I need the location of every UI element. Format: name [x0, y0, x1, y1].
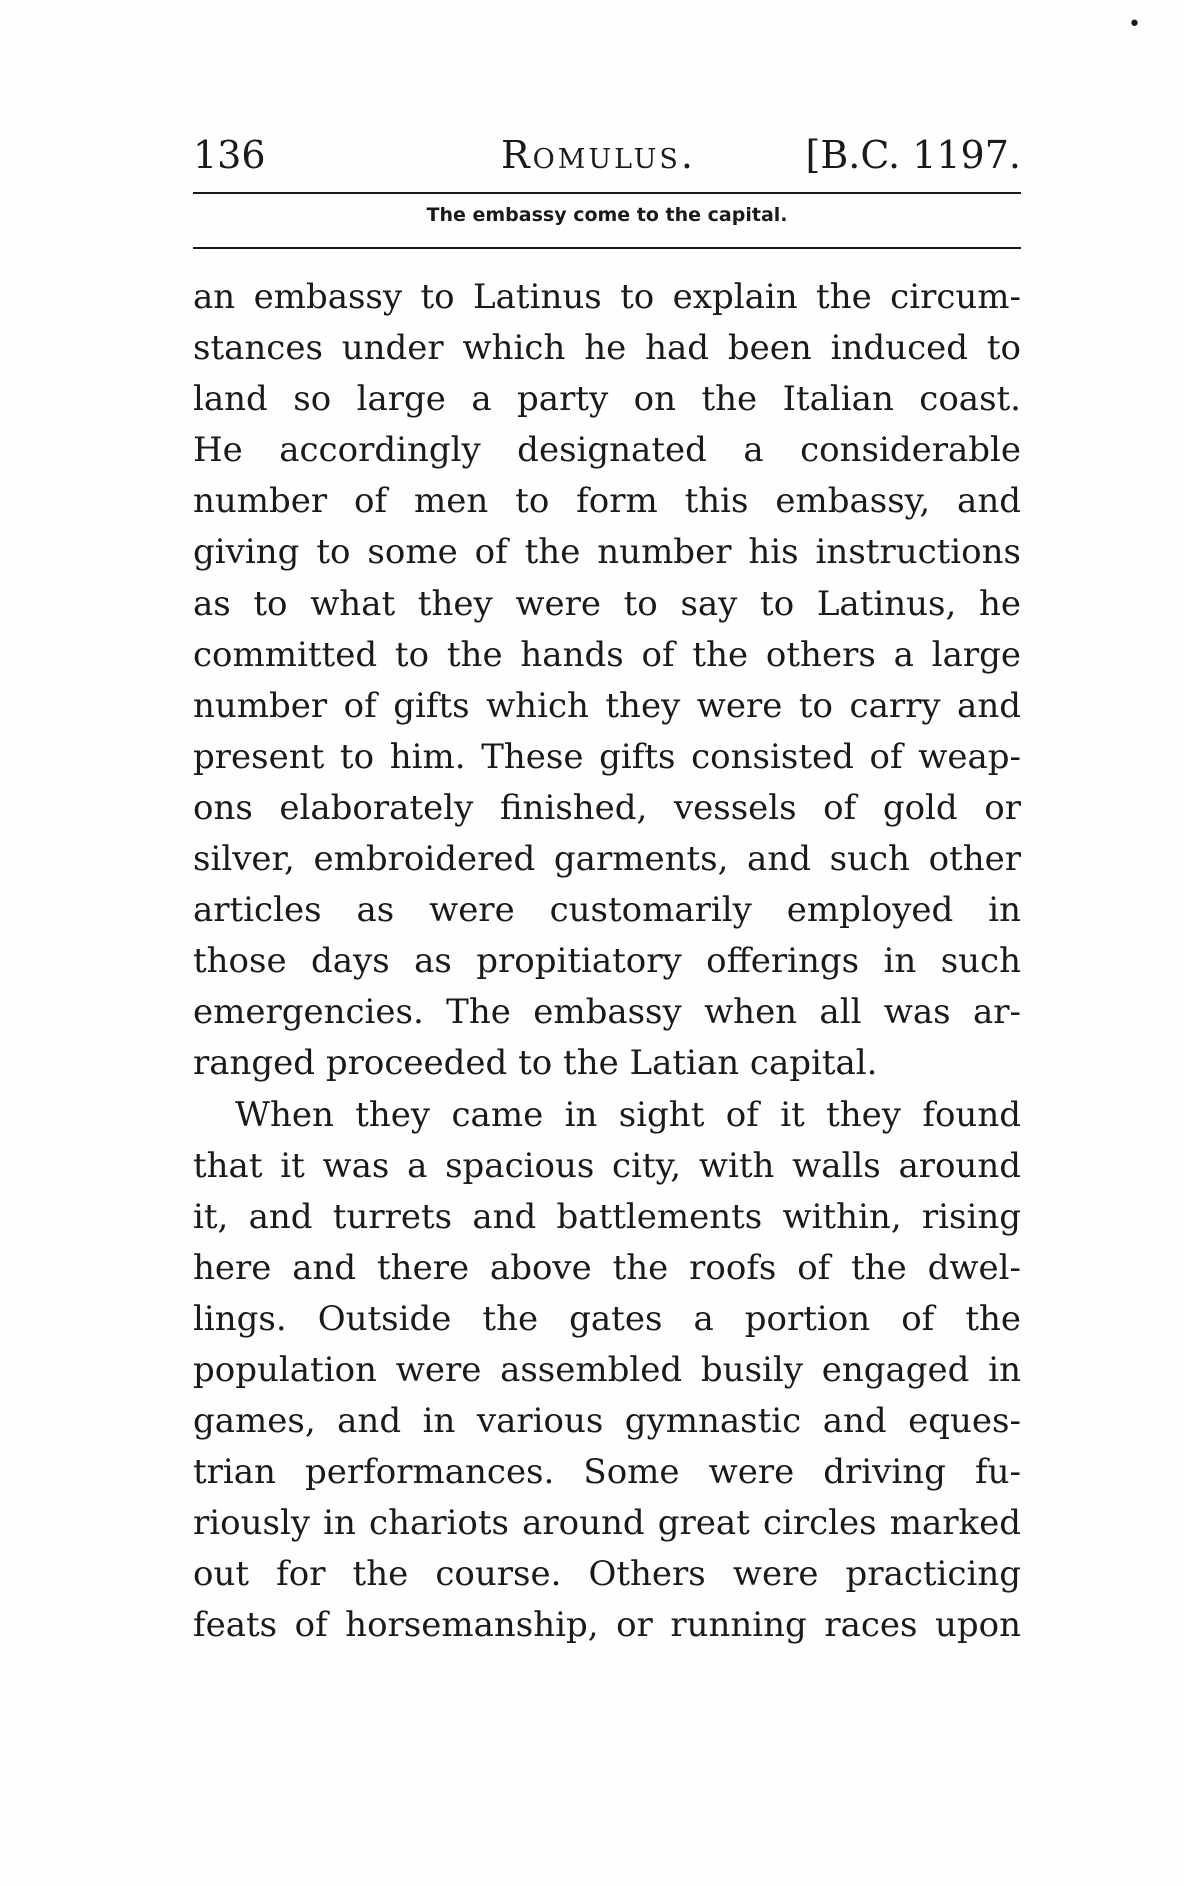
- page-number: 136: [193, 133, 266, 177]
- text-line: out for the course. Others were practicing: [193, 1554, 1021, 1595]
- text-line: articles as were customarily employed in: [193, 890, 1021, 931]
- text-line: games, and in various gymnastic and eques-: [193, 1401, 1021, 1442]
- text-line: lings. Outside the gates a portion of the: [193, 1298, 1021, 1339]
- text-line: silver, embroidered garments, and such other: [193, 839, 1021, 880]
- text-line: that it was a spacious city, with walls around: [193, 1145, 1021, 1186]
- running-head: [193, 133, 1021, 181]
- header-rule-top: [193, 192, 1021, 194]
- text-line: He accordingly designated a considerable: [193, 430, 1021, 471]
- text-line: population were assembled busily engaged in: [193, 1349, 1021, 1390]
- text-line: present to him. These gifts consisted of weap-: [193, 736, 1021, 777]
- date-reference: [B.C. 1197.: [805, 133, 1021, 177]
- body-text: [193, 272, 1021, 1652]
- text-line: number of gifts which they were to carry and: [193, 685, 1021, 726]
- text-line: ons elaborately finished, vessels of gold or: [193, 787, 1021, 828]
- text-line: committed to the hands of the others a large: [193, 634, 1021, 675]
- text-line: it, and turrets and battlements within, rising: [193, 1196, 1021, 1237]
- text-line: here and there above the roofs of the dwel-: [193, 1247, 1021, 1288]
- text-line: trian performances. Some were driving fu-: [193, 1452, 1021, 1493]
- header-rule-bottom: [193, 247, 1021, 249]
- text-line: stances under which he had been induced to: [193, 328, 1021, 369]
- text-line: as to what they were to say to Latinus, he: [193, 583, 1021, 624]
- text-line: land so large a party on the Italian coast.: [193, 379, 1021, 420]
- text-line: emergencies. The embassy when all was ar-: [193, 992, 1021, 1033]
- text-line: those days as propitiatory offerings in such: [193, 941, 1021, 982]
- text-line: riously in chariots around great circles marked: [193, 1503, 1021, 1544]
- text-line: an embassy to Latinus to explain the circum-: [193, 277, 1021, 317]
- text-line: feats of horsemanship, or running races upon: [193, 1605, 1021, 1646]
- running-title: Romulus.: [501, 133, 696, 177]
- text-line: When they came in sight of it they found: [235, 1094, 1021, 1135]
- section-caption: The embassy come to the capital.: [426, 204, 788, 226]
- text-line: number of men to form this embassy, and: [193, 481, 1021, 522]
- text-line: ranged proceeded to the Latian capital.: [193, 1043, 878, 1084]
- text-line: giving to some of the number his instructions: [193, 532, 1021, 573]
- ink-speck: •: [1128, 12, 1141, 37]
